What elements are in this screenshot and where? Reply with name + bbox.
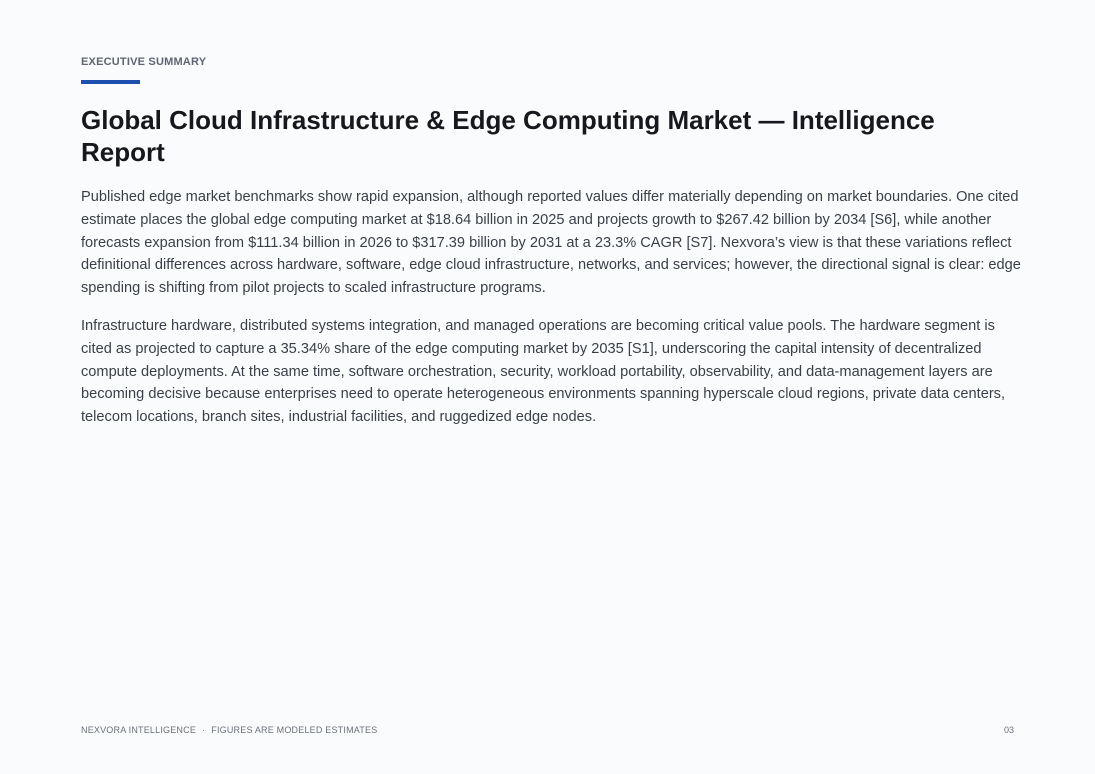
page-title: Global Cloud Infrastructure & Edge Computing Market — Intelligence Report xyxy=(81,105,935,167)
section-label: EXECUTIVE SUMMARY xyxy=(81,56,207,68)
footer-separator: · xyxy=(202,725,206,735)
summary-paragraph-1: Published edge market benchmarks show rapid expansion, although reported values differ materially depending on market boundaries. One cited estimate places the global edge computing market at $18.64 billion in 2025 and projects growth to $267.42 billion by 2034 [S6], while another forecasts expansion from $111.34 billion in 2026 to $317.39 billion by 2031 at a 23.3% CAGR [S7]. Nexvora’s view is that these variations reflect definitional differences across hardware, software, edge cloud infrastructure, networks, and services; however, the directional signal is clear: edge spending is shifting from pilot projects to scaled infrastructure programs. xyxy=(81,189,1021,297)
footer-note: FIGURES ARE MODELED ESTIMATES xyxy=(211,725,378,735)
footer-credit xyxy=(81,725,377,735)
accent-rule xyxy=(81,80,140,84)
footer-brand: NEXVORA INTELLIGENCE xyxy=(81,725,197,735)
summary-body xyxy=(81,186,1021,444)
page-number: 03 xyxy=(1003,725,1014,735)
summary-paragraph-2: Infrastructure hardware, distributed systems integration, and managed operations are becoming critical value pools. The hardware segment is cited as projected to capture a 35.34% share of the edge computing market by 2035 [S1], underscoring the capital intensity of decentralized compute deployments. At the same time, software orchestration, security, workload portability, observability, and data-management layers are becoming decisive because enterprises need to operate heterogeneous environments spanning hyperscale cloud regions, private data centers, telecom locations, branch sites, industrial facilities, and ruggedized edge nodes. xyxy=(81,317,1006,426)
report-page xyxy=(81,0,1021,774)
